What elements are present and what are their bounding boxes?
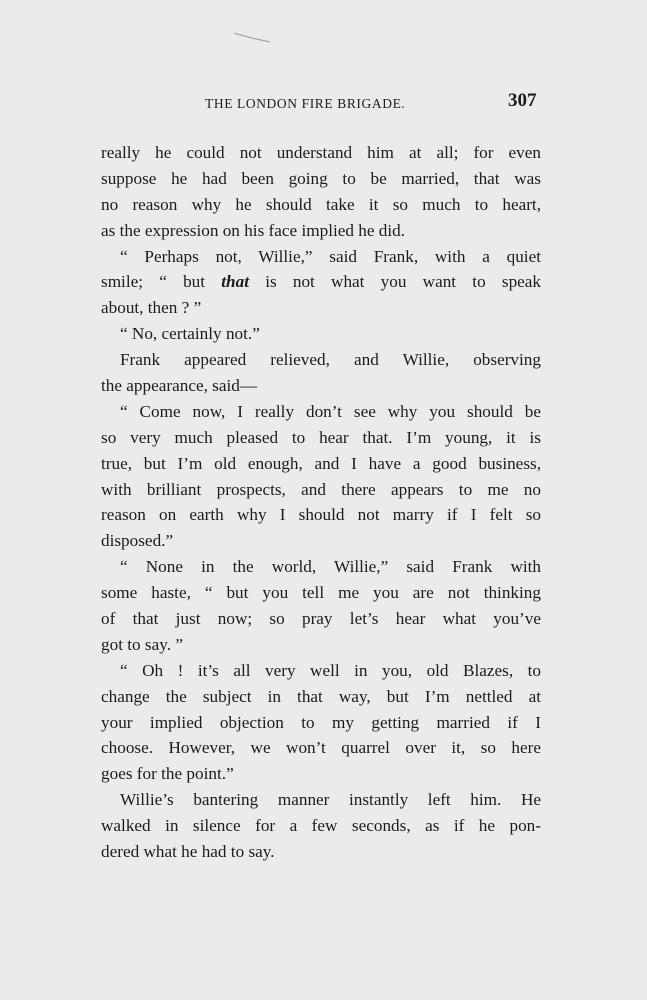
text-line: choose. However, we won’t quarrel over it, so here — [101, 738, 541, 758]
running-head: THE LONDON FIRE BRIGADE. — [205, 96, 406, 111]
page-number: 307 — [508, 90, 537, 111]
text-line: your implied objection to my getting married if I — [101, 712, 541, 732]
emphasized-word: that — [221, 272, 249, 292]
text-line: some haste, “ but you tell me you are not thinking — [101, 583, 541, 603]
pencil-mark — [232, 30, 272, 44]
text-line: the appearance, said— — [101, 376, 258, 396]
text-line: “ Come now, I really don’t see why you should be — [120, 401, 541, 421]
text-line: “ No, certainly not.” — [120, 324, 260, 344]
text-line: Willie’s bantering manner instantly left him. He — [120, 790, 541, 810]
body-text — [101, 140, 541, 865]
text-line: “ Oh ! it’s all very well in you, old Blazes, to — [120, 660, 541, 680]
text-line: change the subject in that way, but I’m nettled at — [101, 686, 541, 706]
text-line: dered what he had to say. — [101, 842, 275, 862]
text-span: smile; “ but — [101, 272, 206, 292]
text-line: no reason why he should take it so much to heart, — [101, 194, 541, 214]
text-line: “ Perhaps not, Willie,” said Frank, with a quiet — [120, 246, 541, 266]
text-line: really he could not understand him at all; for even — [101, 143, 541, 162]
text-line: as the expression on his face implied he did. — [101, 220, 406, 240]
text-line: so very much pleased to hear that. I’m young, it is — [101, 427, 541, 447]
text-line — [101, 269, 541, 295]
text-line: got to say. ” — [101, 634, 183, 654]
text-line: of that just now; so pray let’s hear what you’ve — [101, 609, 541, 629]
text-line: true, but I’m old enough, and I have a good business, — [101, 453, 541, 473]
text-line: suppose he had been going to be married, that was — [101, 168, 541, 188]
text-line: with brilliant prospects, and there appears to me no — [101, 479, 541, 499]
text-line: Frank appeared relieved, and Willie, observing — [120, 350, 541, 370]
text-line: walked in silence for a few seconds, as if he pon- — [101, 816, 541, 836]
text-line: “ None in the world, Willie,” said Frank with — [120, 557, 541, 577]
text-line: about, then ? ” — [101, 298, 202, 318]
text-span: is not what you want to speak — [265, 272, 542, 292]
text-line: reason on earth why I should not marry if I felt so — [101, 505, 541, 525]
text-line: goes for the point.” — [101, 764, 234, 784]
text-line: disposed.” — [101, 531, 174, 551]
